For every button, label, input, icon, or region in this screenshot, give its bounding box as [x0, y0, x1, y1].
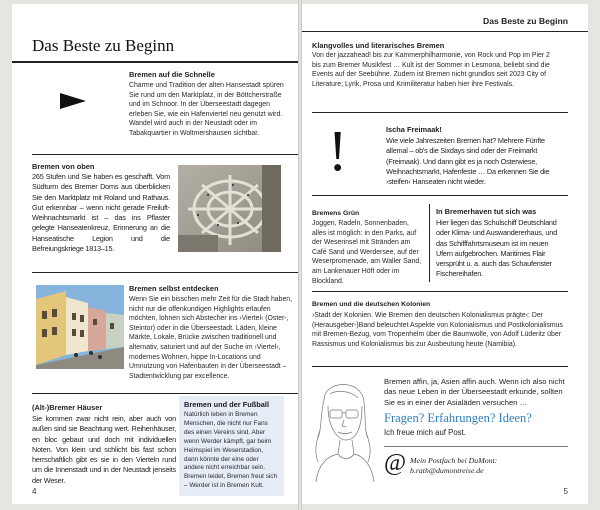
contact-answer: Ich freue mich auf Post. [384, 428, 466, 437]
entdecken-heading: Bremen selbst entdecken [129, 284, 219, 293]
fussball-body: Natürlich leben in Bremen Menschen, die nicht nur Fans des einen Vereins sind. Aber wenn Werder kämpft, gar beim Heimspiel im Weserstadion, dann könnte der eine oder andere nicht erreichbar sein. Bremen leidet, Bremen freut sich – Werder ist in Bremen Kult. [184, 411, 278, 490]
fussball-box [179, 396, 284, 496]
klangvolles-heading: Klangvolles und literarisches Bremen [312, 41, 445, 50]
author-email[interactable]: b.rath@dumontreise.de [410, 466, 484, 475]
column-divider [429, 204, 430, 282]
running-head-rule [302, 31, 588, 32]
rule-r1 [312, 112, 568, 113]
viertel-photo [36, 285, 124, 369]
mailbox-intro: Mein Postfach bei DuMont: [410, 456, 498, 465]
at-sign-icon: @ [384, 450, 407, 476]
right-page [302, 4, 588, 504]
kolonien-heading: Bremen und die deutschen Kolonien [312, 301, 431, 308]
gruen-body: Joggen, Radeln, Sonnenbaden, alles ist möglich: in den Parks, auf der Weserinsel mit Stränden am Café Sand und Werdersee, auf der Weserpromenade, am Waller Sand, am Lankenauer Höft oder im Blockland. [312, 220, 422, 285]
arrow-icon [60, 93, 86, 109]
rule-3 [32, 393, 298, 394]
oben-body: 265 Stufen und Sie haben es geschafft. Vom Südturm des Bremer Doms aus überblicken Sie den Marktplatz mit Roland und Rathaus. Gut erkennbar – wenn nicht gerade Freiluft-Weihnachtsmarkt ist – das ins Pflaster gelegte Hanseatenkreuz, Erinnerung an die Hanseatische Legion und die Befreiungskriege 1813–15. [32, 172, 170, 254]
kolonien-body: ›Stadt der Kolonien. Wie Bremen den deutschen Kolonialismus prägte‹: Der (Herausgeber-)Band beleuchtet Aspekte von Kolonialismus und Postkolonialismus mit Bremen-Bezug, vom Tropenhelm über die Baumwolle, von Adolf Lüderitz über Rassismus und Kolonialismus bis zur Ausbeutung heute (Namibia). [312, 312, 563, 348]
klangvolles-body: Von der jazzahead! bis zur Kammerphilharmonie, von Rock und Pop im Pier 2 bis zum Bremer Musikfest … Kult ist der Sommer in Lesmona, beliebt sind die Events auf der Seebühne. Zudem ist Bremen nicht grundlos seit 2023 City of Literature; Lyrik, Prosa und Krimiliteratur haben hier ihre Festivals. [312, 52, 550, 88]
left-page [12, 4, 298, 504]
exclamation-mark: ! [328, 118, 348, 183]
bremerhaven-heading: In Bremerhaven tut sich was [436, 207, 537, 216]
rule-r3 [312, 291, 568, 292]
page-number-left: 4 [32, 487, 37, 496]
rule-2 [32, 272, 298, 273]
rule-1 [32, 154, 298, 155]
contact-question: Fragen? Erfahrungen? Ideen? [384, 411, 532, 425]
haeuser-heading: (Alt-)Bremer Häuser [32, 403, 103, 412]
page-number-right: 5 [563, 487, 568, 496]
marktplatz-photo [178, 165, 281, 252]
author-quote: Bremen affin, ja, Asien affin auch. Wenn ich also nicht das neue Leben in der Überseestadt erkunde, sollten Sie es in einer der Asialäden versuchen … [384, 377, 565, 407]
fussball-heading: Bremen und der Fußball [184, 400, 269, 409]
running-head: Das Beste zu Beginn [482, 16, 568, 26]
page-title: Das Beste zu Beginn [32, 36, 175, 55]
gruen-heading: Bremens Grün [312, 210, 360, 217]
schnelle-body: Charme und Tradition der alten Hansestadt spüren Sie rund um den Marktplatz, in der Böttcherstraße und im Schnoor. In der Überseestadt dagegen erleben Sie, wie ein Hafenviertel neu genutzt wird. Wandel wird auch in der Neustadt oder im Tabakquartier in Woltmershausen sichtbar. [129, 82, 284, 137]
rule-r5 [384, 446, 568, 447]
haeuser-body: Sie kommen zwar nicht rein, aber auch von außen sind sie Beachtung wert. Reihenhäuser, en bloc gebaut und doch mit individuellen Noten. Von klein und schlicht bis fast schon herrschaftlich gibt es sie in den Vierteln rund um die Innenstadt und in der Neustadt jenseits der Weser. [32, 414, 176, 485]
freimaak-heading: Ischa Freimaak! [386, 125, 442, 134]
rule-r4 [312, 366, 568, 367]
entdecken-body: Wenn Sie ein bisschen mehr Zeit für die Stadt haben, nicht nur die offenkundigen Highlights erlaufen möchten, lohnen sich Abstecher ins ›Viertel‹ (Oster-, Steintor) oder in die Überseestadt. Läden, kleine Märkte, Lokale, Brücke zwischen traditionell und alternativ, saturiert und auf der Suche im ›Viertel‹, modernes Wohnen, hippe In-Locations und Umnutzung von Hafenbauten in der Überseestadt – Stadtentwicklung par excellence. [129, 296, 293, 380]
oben-heading: Bremen von oben [32, 162, 95, 171]
author-sketch [310, 372, 376, 484]
title-rule [12, 61, 298, 63]
schnelle-heading: Bremen auf die Schnelle [129, 70, 215, 79]
rule-r2 [312, 195, 568, 196]
bremerhaven-body: Hier liegen das Schulschiff Deutschland oder Klima- und Auswandererhaus, und das Schifffahrtsmuseum ist im neuen Ufern aufgebrochen. Maritimes Flair versprüht u. a. auch das Schaufenster Fischereihafen. [436, 218, 557, 279]
freimaak-body: Wie viele Jahreszeiten Bremen hat? Mehrere Fünfte allemal – ob's die Sixdays sind oder der Freimarkt (Freimaak). Und dann gibt es ja noch Osterwiese, Weihnachtsmarkt, Hafenfeste … Da erkennen Sie die ›steifen‹ Hanseaten nicht wieder. [386, 136, 550, 187]
